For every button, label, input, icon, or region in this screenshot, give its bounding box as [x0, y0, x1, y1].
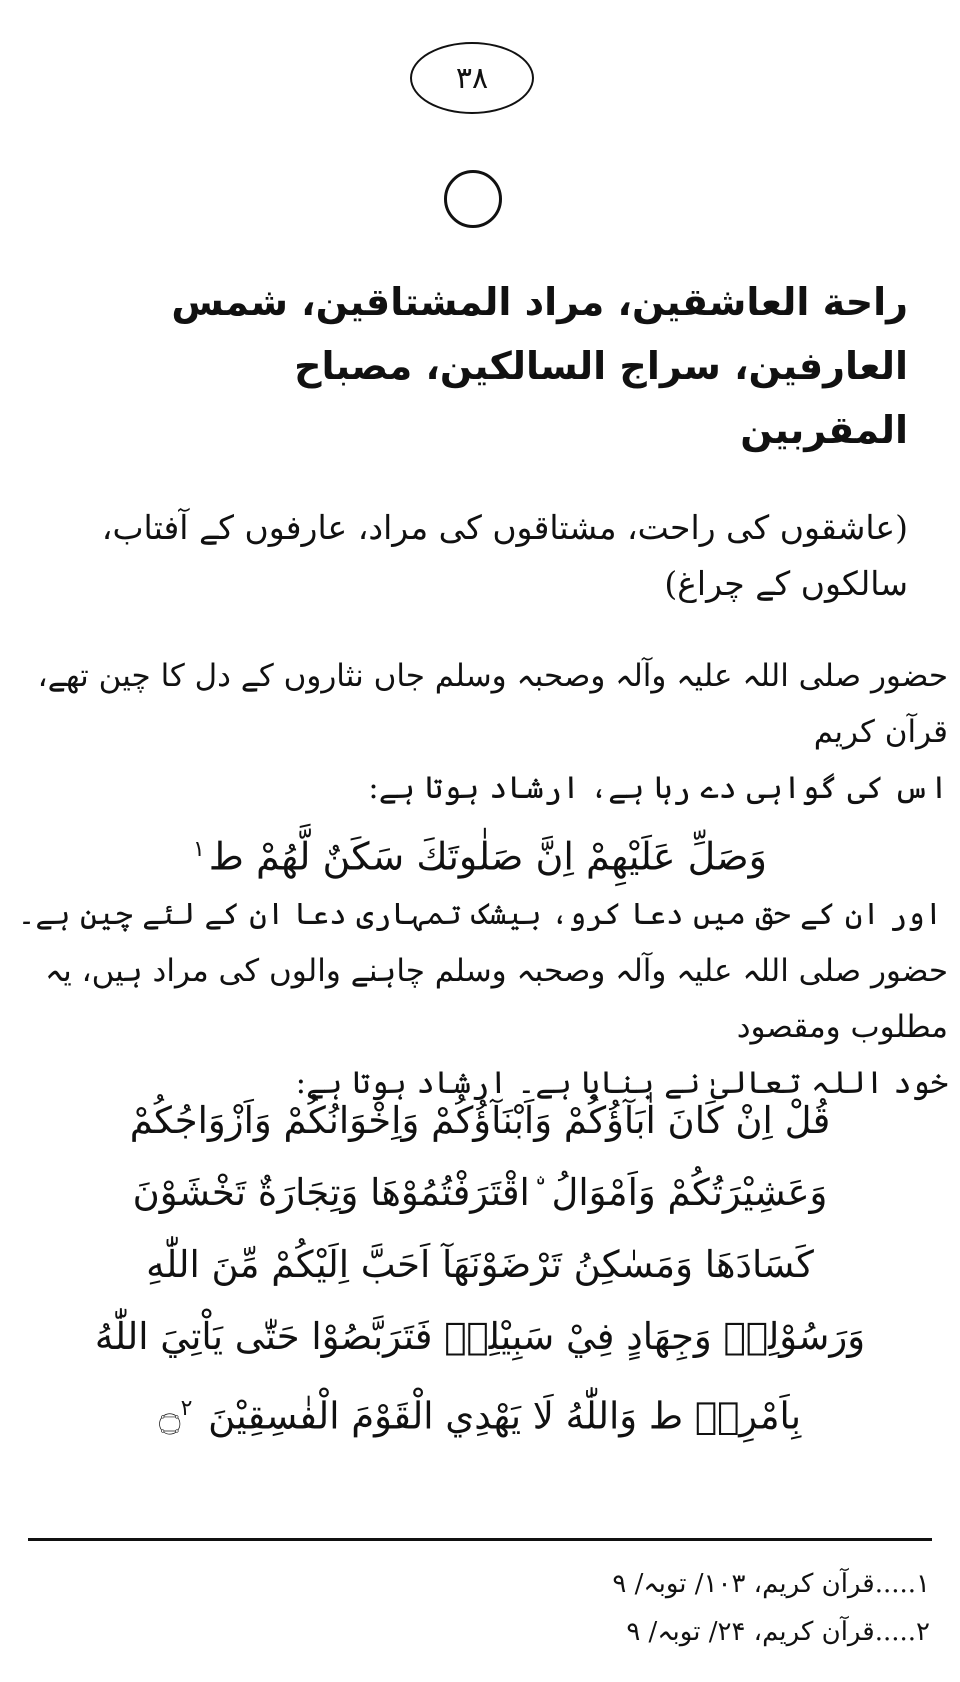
footnote-item: ۱.....قرآن کریم، ۱۰۳/ توبہ/ ۹ [612, 1569, 930, 1599]
verse-line: وَرَسُوْلِهٖ وَجِهَادٍ فِيْ سَبِيْلِهٖ فَتَرَبَّصُوْا حَتّٰى يَاْتِيَ اللّٰهُ [94, 1315, 866, 1358]
verse-translation: اور ان کے حق میں دعا کرو، بیشک تمہاری دعا ان کے لئے چین ہے۔ [17, 897, 943, 932]
paragraph-line: اس کی گواہی دے رہا ہے، ارشاد ہوتا ہے: [368, 770, 948, 806]
verse-line: قُلْ اِنْ كَانَ اٰبَآؤُكُمْ وَاَبْنَآؤُكُمْ وَاِخْوَانُكُمْ وَاَزْوَاجُكُمْ [129, 1099, 831, 1142]
paragraph-line: خود اللہ تعالیٰ نے بنایا ہے۔ ارشاد ہوتا ہے: [295, 1065, 948, 1101]
title-line: راحة العاشقين، مراد المشتاقين، شمس [171, 280, 908, 324]
paragraph-line: حضور صلی اللہ علیہ وآلہ وصحبہ وسلم جاں نثاروں کے دل کا چین تھے، قرآن کریم [37, 658, 948, 750]
footnote-item: ۲.....قرآن کریم، ۲۴/ توبہ/ ۹ [626, 1617, 930, 1647]
verse-line: كَسَادَهَا وَمَسٰكِنُ تَرْضَوْنَهَآ اَحَبَّ اِلَيْكُمْ مِّنَ اللّٰهِ [146, 1243, 814, 1286]
footnote-divider [28, 1538, 932, 1541]
verse-line [0, 1373, 960, 1452]
title-line: العارفين، سراج السالكين، مصباح [294, 344, 908, 388]
page-number: ۳۸ [410, 42, 534, 114]
paragraph-line: حضور صلی اللہ علیہ وآلہ وصحبہ وسلم چاہنے والوں کی مراد ہیں، یہ مطلوب ومقصود [44, 953, 948, 1045]
subtitle-line: (عاشقوں کی راحت، مشتاقوں کی مراد، عارفوں کے آفتاب، [101, 508, 908, 547]
footnote-marker: ۱ [192, 837, 205, 862]
paragraph-1 [8, 648, 948, 816]
footnotes [330, 1560, 930, 1656]
circle-ornament [444, 170, 502, 228]
quran-verse-2 [0, 1085, 960, 1452]
title-line: المقربين [740, 408, 908, 452]
section-subtitle [48, 500, 908, 612]
quran-verse-1 [0, 818, 960, 889]
verse-text: وَصَلِّ عَلَيْهِمْ اِنَّ صَلٰوتَكَ سَكَنٌ لَّهُمْ ط [208, 834, 768, 879]
footnote-marker: ۲ [180, 1396, 193, 1421]
verse-line: وَعَشِيْرَتُكُمْ وَاَمْوَالُ ۨاقْتَرَفْتُمُوْهَا وَتِجَارَةٌ تَخْشَوْنَ [132, 1171, 828, 1214]
verse-text: بِاَمْرِهٖ ط وَاللّٰهُ لَا يَهْدِي الْقَوْمَ الْفٰسِقِيْنَ ۝ [158, 1394, 802, 1438]
section-title [48, 270, 908, 462]
subtitle-line: سالکوں کے چراغ) [664, 564, 908, 603]
